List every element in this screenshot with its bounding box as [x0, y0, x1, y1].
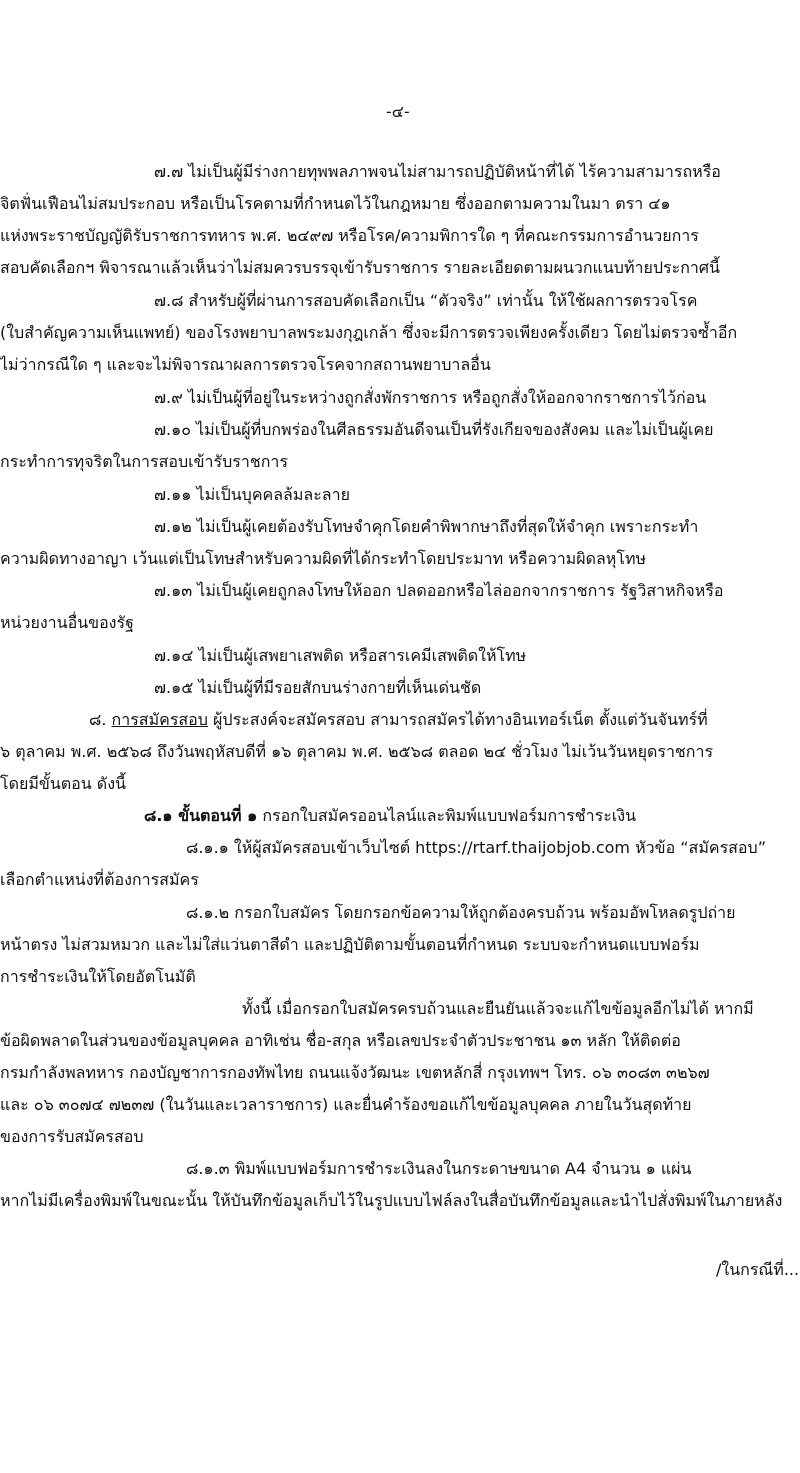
text-line: หน่วยงานอื่นของรัฐ: [0, 613, 134, 632]
text-line: โดยมีขั้นตอน ดังนี้: [0, 774, 126, 793]
page-number: -๔-: [386, 102, 410, 121]
text-line: ๗.๑๒ ไม่เป็นผู้เคยต้องรับโทษจำคุกโดยคำพิพากษาถึงที่สุดให้จำคุก เพราะกระทำ: [154, 517, 699, 536]
text-line: กระทำการทุจริตในการสอบเข้ารับราชการ: [0, 452, 288, 471]
text-line: เลือกตำแหน่งที่ต้องการสมัคร: [0, 870, 199, 889]
text-line: ข้อผิดพลาดในส่วนของข้อมูลบุคคล อาทิเช่น ชื่อ-สกุล หรือเลขประจำตัวประชาชน ๑๓ หลัก ให้ติดต่อ: [0, 1031, 681, 1050]
section-8-line-1: [89, 710, 800, 732]
text-line: ๗.๘ สำหรับผู้ที่ผ่านการสอบคัดเลือกเป็น “ตัวจริง” เท่านั้น ให้ใช้ผลการตรวจโรค: [154, 291, 698, 310]
text-line: หน้าตรง ไม่สวมหมวก และไม่ใส่แว่นตาสีดำ และปฏิบัติตามขั้นตอนที่กำหนด ระบบจะกำหนดแบบฟอร์ม: [0, 935, 700, 954]
text-line: ๘.๑.๒ กรอกใบสมัคร โดยกรอกข้อความให้ถูกต้องครบถ้วน พร้อมอัพโหลดรูปถ่าย: [186, 903, 736, 922]
text-line: ๗.๑๑ ไม่เป็นบุคคลล้มละลาย: [154, 485, 350, 504]
text-line: และ ๐๖ ๓๐๗๔ ๗๒๓๗ (ในวันและเวลาราชการ) และยื่นคำร้องขอแก้ไขข้อมูลบุคคล ภายในวันสุดท้าย: [0, 1095, 692, 1114]
text-line: กรมกำลังพลทหาร กองบัญชาการกองทัพไทย ถนนแจ้งวัฒนะ เขตหลักสี่ กรุงเทพฯ โทร. ๐๖ ๓๐๘๓ ๓๒๖๗: [0, 1063, 710, 1082]
text-line: ๗.๙ ไม่เป็นผู้ที่อยู่ในระหว่างถูกสั่งพักราชการ หรือถูกสั่งให้ออกจากราชการไว้ก่อน: [154, 388, 707, 407]
text-line: ๗.๑๔ ไม่เป็นผู้เสพยาเสพติด หรือสารเคมีเสพติดให้โทษ: [154, 646, 527, 665]
step-1-text: กรอกใบสมัครออนไลน์และพิมพ์แบบฟอร์มการชำระเงิน: [262, 806, 636, 825]
step-1-label: ๘.๑ ขั้นตอนที่ ๑: [144, 806, 258, 825]
text-line: (ใบสำคัญความเห็นแพทย์) ของโรงพยาบาลพระมงกุฎเกล้า ซึ่งจะมีการตรวจเพียงครั้งเดียว โดยไม่ตรวจซ้ำอีก: [0, 323, 738, 342]
text-line: ๗.๑๕ ไม่เป็นผู้ที่มีรอยสักบนร่างกายที่เห็นเด่นชัด: [154, 678, 482, 697]
section-8-text: ผู้ประสงค์จะสมัครสอบ สามารถสมัครได้ทางอินเทอร์เน็ต ตั้งแต่วันจันทร์ที่: [213, 710, 708, 729]
text-line: ทั้งนี้ เมื่อกรอกใบสมัครครบถ้วนและยืนยันแล้วจะแก้ไขข้อมูลอีกไม่ได้ หากมี: [242, 999, 754, 1018]
text-line: สอบคัดเลือกฯ พิจารณาแล้วเห็นว่าไม่สมควรบรรจุเข้ารับราชการ รายละเอียดตามผนวกแนบท้ายประกาศนี้: [0, 258, 720, 277]
section-8-heading: การสมัครสอบ: [111, 710, 208, 729]
text-line: ๘.๑.๑ ให้ผู้สมัครสอบเข้าเว็บไซต์ https://rtarf.thaijobjob.com หัวข้อ “สมัครสอบ”: [186, 838, 766, 857]
text-line: ๗.๑๓ ไม่เป็นผู้เคยถูกลงโทษให้ออก ปลดออกหรือไล่ออกจากราชการ รัฐวิสาหกิจหรือ: [154, 581, 724, 600]
text-line: หากไม่มีเครื่องพิมพ์ในขณะนั้น ให้บันทึกข้อมูลเก็บไว้ในรูปแบบไฟล์ลงในสื่อบันทึกข้อมูลและนำไปสั่งพิมพ์ในภายหลัง: [0, 1191, 783, 1210]
section-8-number: ๘.: [89, 710, 107, 729]
continued-label: /ในกรณีที่...: [716, 1260, 800, 1279]
text-line: การชำระเงินให้โดยอัตโนมัติ: [0, 967, 196, 986]
step-1-line: [144, 806, 800, 828]
text-line: ไม่ว่ากรณีใด ๆ และจะไม่พิจารณาผลการตรวจโรคจากสถานพยาบาลอื่น: [0, 355, 491, 374]
text-line: ความผิดทางอาญา เว้นแต่เป็นโทษสำหรับความผิดที่ได้กระทำโดยประมาท หรือความผิดลหุโทษ: [0, 549, 647, 568]
text-line: ๖ ตุลาคม พ.ศ. ๒๕๖๘ ถึงวันพฤหัสบดีที่ ๑๖ ตุลาคม พ.ศ. ๒๕๖๘ ตลอด ๒๔ ชั่วโมง ไม่เว้นวันหยุดราชการ: [0, 742, 714, 761]
text-line: จิตฟั่นเฟือนไม่สมประกอบ หรือเป็นโรคตามที่กำหนดไว้ในกฎหมาย ซึ่งออกตามความในมา ตรา ๔๑: [0, 194, 671, 213]
text-line: ๗.๗ ไม่เป็นผู้มีร่างกายทุพพลภาพจนไม่สามารถปฏิบัติหน้าที่ได้ ไร้ความสามารถหรือ: [154, 162, 721, 181]
text-line: ๘.๑.๓ พิมพ์แบบฟอร์มการชำระเงินลงในกระดาษขนาด A4 จำนวน ๑ แผ่น: [186, 1159, 692, 1178]
text-line: ๗.๑๐ ไม่เป็นผู้ที่บกพร่องในศีลธรรมอันดีจนเป็นที่รังเกียจของสังคม และไม่เป็นผู้เคย: [154, 420, 714, 439]
text-line: ของการรับสมัครสอบ: [0, 1127, 144, 1146]
text-line: แห่งพระราชบัญญัติรับราชการทหาร พ.ศ. ๒๔๙๗ หรือโรค/ความพิการใด ๆ ที่คณะกรรมการอำนวยการ: [0, 226, 699, 245]
